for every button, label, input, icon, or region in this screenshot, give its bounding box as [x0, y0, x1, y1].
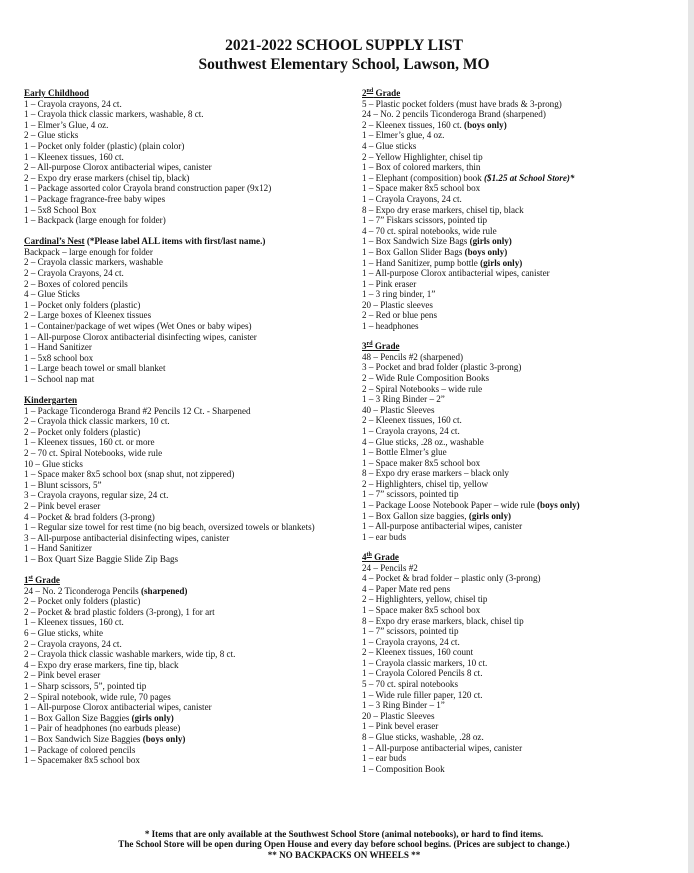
supply-item: 6 – Glue sticks, white — [24, 628, 104, 638]
right-column — [362, 88, 684, 784]
supply-item: 4 – 70 ct. spiral notebooks, wide rule — [362, 225, 497, 236]
grade-heading — [362, 88, 400, 98]
supply-item: 3 – Crayola crayons, regular size, 24 ct. — [24, 490, 169, 501]
supply-item: 4 – Glue Sticks — [24, 289, 80, 300]
supply-item: 1 – Hand Sanitizer, pump bottle (girls only) — [362, 257, 523, 268]
supply-item: 1 – Hand Sanitizer — [24, 342, 92, 353]
supply-item: 1 – Crayola thick classic markers, washable, 8 ct. — [24, 109, 204, 120]
supply-item: 1 – Package of colored pencils — [24, 744, 136, 755]
supply-item: 2 – Highlighters, yellow, chisel tip — [362, 594, 488, 605]
supply-item: 1 – Bottle Elmer’s glue — [362, 447, 447, 458]
supply-item: 8 – Expo dry erase markers, black, chisel tip — [362, 615, 524, 626]
supply-item: 4 – Pocket & brad folders (3-prong) — [24, 511, 155, 522]
supply-item: 2 – Crayola crayons, 24 ct. — [24, 638, 122, 649]
grade-number: 3 — [362, 341, 367, 352]
supply-item: 1 – 7” Fiskars scissors, pointed tip — [362, 215, 488, 226]
supply-item: 5 – Plastic pocket folders (must have brads & 3-prong) — [362, 98, 562, 109]
supply-item: 1 – Box Quart Size Baggie Slide Zip Bags — [24, 553, 179, 564]
grade-heading — [362, 552, 399, 562]
supply-item: 1 – All-purpose Clorox antibacterial wipes, canister — [362, 268, 550, 279]
supply-item: 1 – Package Loose Notebook Paper – wide rule (boys only) — [362, 500, 580, 511]
grade-number: 2 — [362, 88, 367, 98]
supply-item: 2 – Boxes of colored pencils — [24, 278, 128, 289]
grade-ordinal: rd — [366, 341, 373, 348]
grade-heading — [362, 341, 400, 351]
supply-item: 1 – 5x8 school box — [24, 352, 94, 363]
supply-item: 1 – 5x8 School Box — [24, 204, 97, 215]
supply-item: 1 – Pocket only folder (plastic) (plain color) — [24, 140, 185, 151]
grade-ordinal: th — [366, 551, 372, 558]
supply-item: 20 – Plastic Sleeves — [362, 710, 435, 721]
supply-item: 1 – All-purpose antibacterial wipes, canister — [362, 521, 523, 532]
supply-item: 1 – Spacemaker 8x5 school box — [24, 755, 140, 766]
supply-item: 1 – Box Sandwich Size Baggies (boys only) — [24, 733, 186, 744]
section-heading: Cardinal’s Nest — [24, 236, 85, 247]
supply-item: 1 – Crayola crayons, 24 ct. — [24, 98, 122, 109]
supply-item: 2 – Pink bevel eraser — [24, 670, 101, 681]
supply-item: 1 – Crayola crayons, 24 ct. — [362, 425, 460, 436]
footer-note-2: The School Store will be open during Open House and every day before school begins. (Prices are subject to change.) — [118, 839, 570, 850]
grade-label: Grade — [373, 88, 401, 98]
supply-item: 1 – Crayola crayons, 24 ct. — [362, 636, 460, 647]
supply-item: 2 – Spiral notebook, wide rule, 70 pages — [24, 691, 171, 702]
supply-item: 1 – 3 Ring Binder – 1” — [362, 700, 445, 711]
supply-item: 4 – Glue sticks — [362, 140, 417, 151]
supply-item: 1 – Hand Sanitizer — [24, 543, 92, 554]
supply-item: 1 – Space maker 8x5 school box (snap shut, not zippered) — [24, 469, 235, 480]
supply-item: 5 – 70 ct. spiral notebooks — [362, 679, 458, 690]
supply-item: 2 – Pocket & brad plastic folders (3-prong), 1 for art — [24, 606, 215, 617]
supply-item: 2 – Kleenex tissues, 160 ct. — [362, 415, 462, 426]
supply-item: 1 – Crayola classic markers, 10 ct. — [362, 657, 488, 668]
section-title — [24, 575, 346, 586]
supply-item: 1 – Crayola Colored Pencils 8 ct. — [362, 668, 483, 679]
grade-label: Grade — [372, 341, 400, 352]
supply-item: 2 – All-purpose Clorox antibacterial wipes, canister — [24, 162, 212, 173]
supply-item: 2 – Spiral Notebooks – wide rule — [362, 383, 483, 394]
supply-item: 4 – Glue sticks, .28 oz., washable — [362, 436, 484, 447]
supply-item: 40 – Plastic Sleeves — [362, 404, 435, 415]
supply-item: 2 – Pocket only folders (plastic) — [24, 426, 141, 437]
supply-item: 2 – Pink bevel eraser — [24, 500, 101, 511]
supply-item: 1 – ear buds — [362, 753, 407, 764]
supply-item: 1 – School nap mat — [24, 373, 95, 384]
school-name: Southwest Elementary School, Lawson, MO — [198, 56, 490, 73]
supply-item: 8 – Expo dry erase markers, chisel tip, black — [362, 204, 524, 215]
supply-item: 1 – Space maker 8x5 school box — [362, 604, 481, 615]
supply-item: 1 – Crayola Crayons, 24 ct. — [362, 193, 462, 204]
section-title — [362, 341, 684, 352]
section-note: (*Please label ALL items with first/last name.) — [84, 236, 266, 247]
section-title — [24, 88, 346, 99]
supply-item: 1 – ear buds — [362, 531, 407, 542]
supply-item: 1 – Box Sandwich Size Bags (girls only) — [362, 236, 512, 247]
supply-item: Backpack – large enough for folder — [24, 246, 153, 257]
supply-item: 1 – Backpack (large enough for folder) — [24, 215, 166, 226]
supply-item: 2 – Large boxes of Kleenex tissues — [24, 310, 152, 321]
grade-label: Grade — [32, 575, 60, 586]
supply-item: 2 – Crayola thick classic washable markers, wide tip, 8 ct. — [24, 649, 236, 660]
supply-item: 1 – Box Gallon Slider Bags (boys only) — [362, 246, 508, 257]
supply-item: 1 – Package Ticonderoga Brand #2 Pencils 12 Ct. - Sharpened — [24, 405, 251, 416]
section-title — [24, 395, 346, 406]
left-column — [24, 88, 346, 776]
supply-item: 1 – All-purpose antibacterial wipes, canister — [362, 742, 523, 753]
supply-item: 2 – Glue sticks — [24, 130, 79, 141]
supply-section — [24, 88, 346, 226]
supply-item: 48 – Pencils #2 (sharpened) — [362, 351, 464, 362]
supply-item: 1 – Elephant (composition) book ($1.25 at School Store)* — [362, 172, 575, 183]
footer-notes — [0, 829, 688, 860]
supply-item: 1 – Package assorted color Crayola brand construction paper (9x12) — [24, 183, 272, 194]
supply-item: 1 – Kleenex tissues, 160 ct. — [24, 617, 124, 628]
supply-item: 8 – Glue sticks, washable, .28 oz. — [362, 732, 484, 743]
grade-number: 1 — [24, 575, 29, 586]
supply-item: 2 – Wide Rule Composition Books — [362, 372, 490, 383]
supply-item: 1 – Kleenex tissues, 160 ct. or more — [24, 437, 155, 448]
supply-item: 2 – Crayola Crayons, 24 ct. — [24, 268, 124, 278]
section-heading: Kindergarten — [24, 395, 78, 406]
supply-item: 2 – Highlighters, chisel tip, yellow — [362, 478, 489, 489]
supply-item: 2 – 70 ct. Spiral Notebooks, wide rule — [24, 448, 163, 458]
supply-item: 1 – All-purpose Clorox antibacterial wipes, canister — [24, 702, 212, 713]
supply-section — [24, 575, 346, 766]
supply-item: 20 – Plastic sleeves — [362, 299, 433, 310]
supply-item: 1 – Blunt scissors, 5” — [24, 479, 102, 490]
grade-label: Grade — [371, 551, 399, 562]
section-title — [24, 236, 346, 247]
supply-item: 1 – Container/package of wet wipes (Wet Ones or baby wipes) — [24, 320, 252, 331]
supply-item: 8 – Expo dry erase markers – black only — [362, 468, 509, 479]
supply-item: 24 – Pencils #2 — [362, 562, 418, 573]
supply-item: 2 – Crayola classic markers, washable — [24, 257, 163, 268]
supply-item: 2 – Yellow Highlighter, chisel tip — [362, 151, 483, 162]
supply-item: 1 – headphones — [362, 321, 419, 332]
grade-number: 4 — [362, 551, 367, 562]
supply-section — [24, 395, 346, 565]
supply-item: 3 – All-purpose antibacterial disinfecting wipes, canister — [24, 532, 230, 543]
page-title: 2021-2022 SCHOOL SUPPLY LIST — [225, 37, 463, 54]
supply-item: 24 – No. 2 Ticonderoga Pencils (sharpened) — [24, 585, 188, 596]
supply-item: 1 – Space maker 8x5 school box — [362, 183, 481, 194]
supply-item: 1 – All-purpose Clorox antibacterial disinfecting wipes, canister — [24, 331, 257, 342]
supply-item: 1 – Box of colored markers, thin — [362, 162, 481, 173]
document-header — [0, 37, 688, 74]
supply-item: 1 – Regular size towel for rest time (no big beach, oversized towels or blankets) — [24, 522, 315, 533]
supply-item: 24 – No. 2 pencils Ticonderoga Brand (sharpened) — [362, 109, 546, 120]
supply-item: 1 – Large beach towel or small blanket — [24, 363, 166, 374]
supply-item: 2 – Kleenex tissues, 160 count — [362, 647, 474, 658]
supply-item: 2 – Red or blue pens — [362, 310, 438, 321]
supply-item: 1 – Composition Book — [362, 763, 445, 774]
supply-item: 1 – 7” scissors, pointed tip — [362, 489, 459, 500]
supply-item: 1 – Pair of headphones (no earbuds please) — [24, 723, 181, 734]
supply-item: 1 – Package fragrance-free baby wipes — [24, 193, 166, 204]
section-title — [362, 552, 684, 563]
supply-item: 1 – Wide rule filler paper, 120 ct. — [362, 689, 483, 700]
supply-item: 1 – 7” scissors, pointed tip — [362, 626, 459, 637]
supply-item: 1 – Pink bevel eraser — [362, 721, 439, 732]
supply-item: 4 – Paper Mate red pens — [362, 583, 451, 594]
supply-item: 4 – Expo dry erase markers, fine tip, black — [24, 659, 179, 670]
supply-item: 1 – Box Gallon size baggies, (girls only) — [362, 510, 512, 521]
supply-item: 2 – Kleenex tissues, 160 ct. (boys only) — [362, 119, 507, 130]
footer-note-1: * Items that are only available at the Southwest School Store (animal notebooks), or hard to find items. — [144, 829, 544, 839]
supply-section — [24, 236, 346, 384]
supply-item: 2 – Pocket only folders (plastic) — [24, 596, 141, 607]
supply-item: 1 – 3 ring binder, 1” — [362, 289, 436, 300]
supply-item: 2 – Expo dry erase markers (chisel tip, black) — [24, 172, 190, 183]
supply-item: 3 – Pocket and brad folder (plastic 3-prong) — [362, 362, 522, 373]
grade-ordinal: st — [28, 575, 33, 581]
supply-item: 1 – Pink eraser — [362, 278, 417, 289]
footer-note-3: ** NO BACKPACKS ON WHEELS ** — [267, 849, 421, 860]
section-heading: Early Childhood — [24, 88, 89, 98]
supply-item: 10 – Glue sticks — [24, 458, 83, 469]
grade-heading — [24, 575, 60, 585]
page-edge — [688, 0, 694, 873]
section-title — [362, 88, 684, 99]
supply-item: 1 – Space maker 8x5 school box — [362, 457, 481, 468]
supply-item: 1 – Kleenex tissues, 160 ct. — [24, 151, 124, 162]
supply-item: 1 – Elmer’s glue, 4 oz. — [362, 130, 445, 141]
supply-item: 1 – Sharp scissors, 5”, pointed tip — [24, 680, 147, 691]
supply-item: 1 – Pocket only folders (plastic) — [24, 299, 141, 310]
supply-item: 1 – Box Gallon Size Baggies (girls only) — [24, 712, 174, 723]
supply-item: 4 – Pocket & brad folder – plastic only (3-prong) — [362, 573, 541, 584]
supply-item: 2 – Crayola thick classic markers, 10 ct. — [24, 416, 170, 427]
supply-section — [362, 341, 684, 542]
supply-item: 1 – Elmer’s Glue, 4 oz. — [24, 119, 109, 130]
grade-ordinal: nd — [366, 87, 374, 94]
supply-section — [362, 88, 684, 332]
supply-section — [362, 552, 684, 774]
supply-item: 1 – 3 Ring Binder – 2” — [362, 394, 445, 405]
